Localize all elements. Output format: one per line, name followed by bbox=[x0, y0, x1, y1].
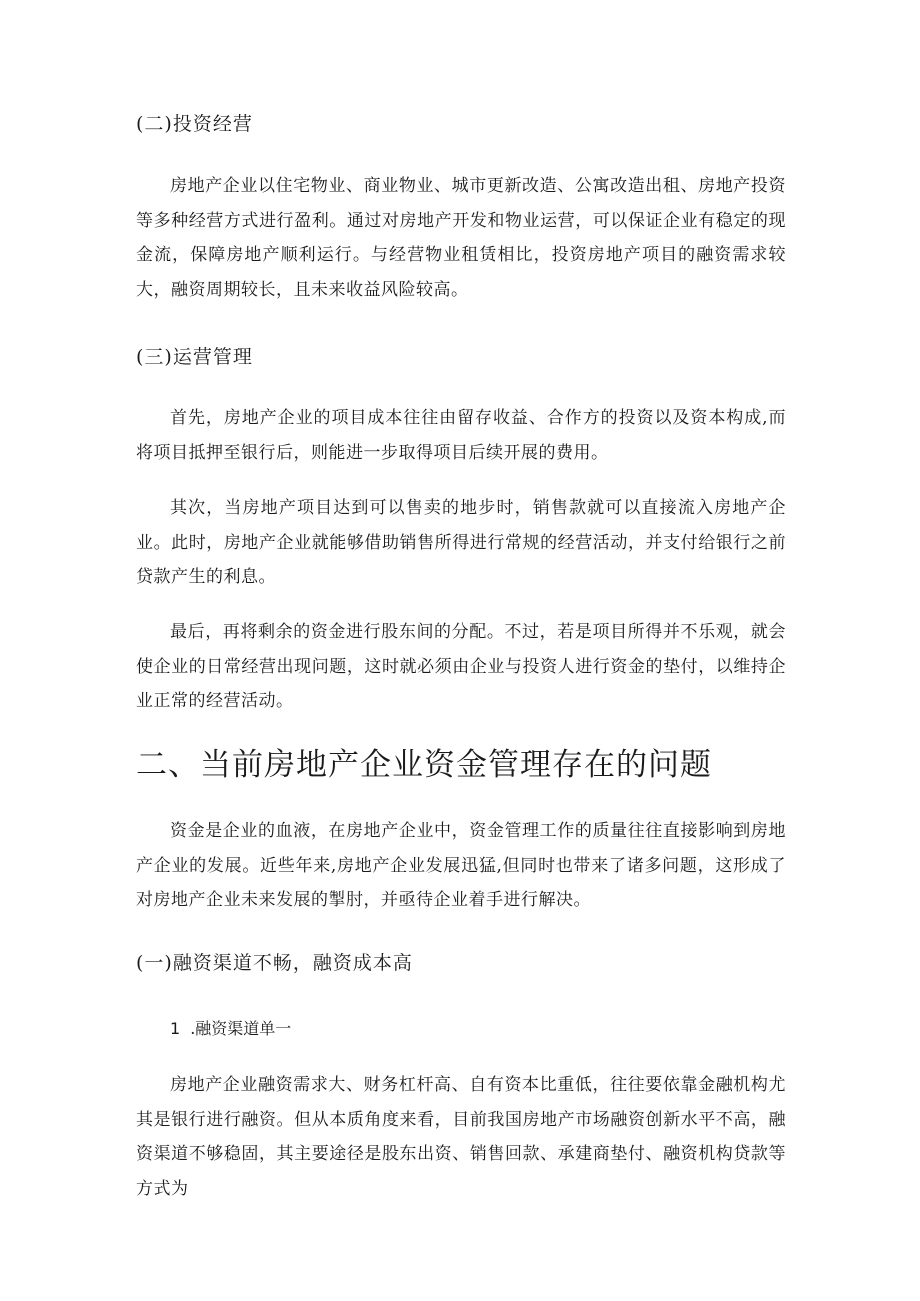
paragraph-first: 首先，房地产企业的项目成本往往由留存收益、合作方的投资以及资本构成,而将项目抵押至银行后，则能进一步取得项目后续开展的费用。 bbox=[136, 408, 786, 463]
chapter-title: 二、当前房地产企业资金管理存在的问题 bbox=[136, 747, 712, 783]
subsection-heading-financing: (一)融资渠道不畅，融资成本高 bbox=[136, 952, 413, 974]
item-label: .融资渠道单一 bbox=[190, 1019, 292, 1038]
item-number: 1 bbox=[170, 1019, 181, 1038]
paragraph-second: 其次，当房地产项目达到可以售卖的地步时，销售款就可以直接流入房地产企业。此时，房地产企业就能够借助销售所得进行常规的经营活动，并支付给银行之前贷款产生的利息。 bbox=[136, 498, 786, 587]
paragraph-chapter-intro: 资金是企业的血液，在房地产企业中，资金管理工作的质量往往直接影响到房地产企业的发展。近些年来,房地产企业发展迅猛,但同时也带来了诸多问题，这形成了对房地产企业未来发展的掣肘，并亟待企业着手进行解决。 bbox=[136, 821, 786, 910]
section-heading-operation-management: (三)运营管理 bbox=[136, 346, 253, 368]
numbered-item bbox=[170, 1018, 291, 1040]
paragraph-finally: 最后，再将剩余的资金进行股东间的分配。不过，若是项目所得并不乐观，就会使企业的日常经营出现问题，这时就必须由企业与投资人进行资金的垫付，以维持企业正常的经营活动。 bbox=[136, 622, 786, 711]
section-heading-investment-operation: (二)投资经营 bbox=[136, 113, 253, 135]
paragraph-financing-channels: 房地产企业融资需求大、财务杠杆高、自有资本比重低，往往要依靠金融机构尤其是银行进行融资。但从本质角度来看，目前我国房地产市场融资创新水平不高，融资渠道不够稳固，其主要途径是股东出资、销售回款、承建商垫付、融资机构贷款等方式为 bbox=[136, 1075, 786, 1199]
paragraph-investment-operation: 房地产企业以住宅物业、商业物业、城市更新改造、公寓改造出租、房地产投资等多种经营方式进行盈利。通过对房地产开发和物业运营，可以保证企业有稳定的现金流，保障房地产顺利运行。与经营物业租赁相比，投资房地产项目的融资需求较大，融资周期较长，且未来收益风险较高。 bbox=[136, 176, 786, 300]
